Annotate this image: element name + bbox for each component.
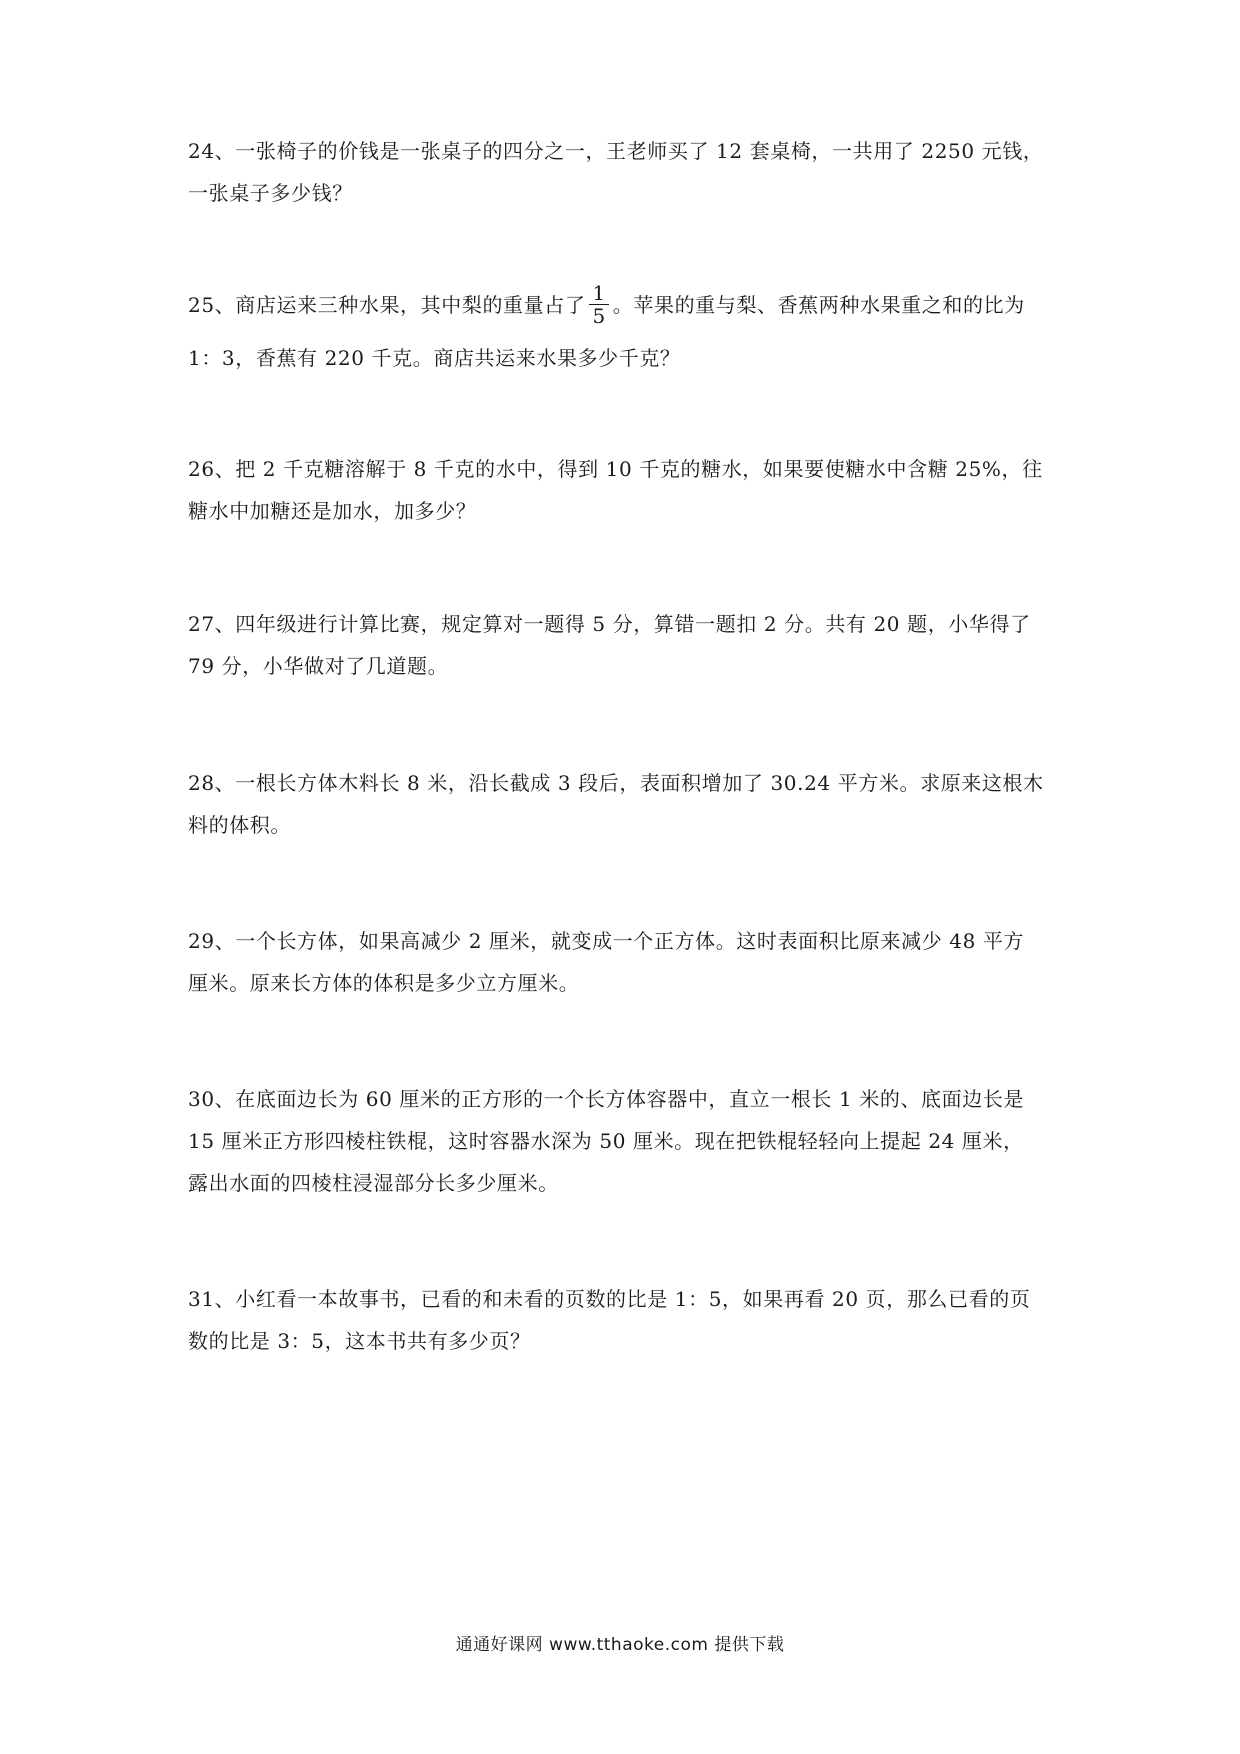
question-30-line-3: 露出水面的四棱柱浸湿部分长多少厘米。 [188, 1171, 559, 1195]
question-24-line-2: 一张桌子多少钱？ [188, 181, 353, 205]
question-28-line-1: 28、一根长方体木料长 8 米，沿长截成 3 段后，表面积增加了 30.24 平方米。求原来这根木 [188, 771, 1044, 795]
question-29-line-1: 29、一个长方体，如果高减少 2 厘米，就变成一个正方体。这时表面积比原来减少 48 平方 [188, 929, 1025, 953]
question-31-line-2: 数的比是 3：5，这本书共有多少页？ [188, 1329, 531, 1353]
question-24-line-1: 24、一张椅子的价钱是一张桌子的四分之一，王老师买了 12 套桌椅，一共用了 2250 元钱， [188, 139, 1044, 163]
question-30-line-2: 15 厘米正方形四棱柱铁棍，这时容器水深为 50 厘米。现在把铁棍轻轻向上提起 24 厘米， [188, 1129, 1024, 1153]
question-27 [188, 603, 1068, 687]
question-24 [188, 130, 1068, 214]
fraction-one-fifth [589, 282, 608, 327]
question-26 [188, 448, 1068, 532]
question-27-line-2: 79 分，小华做对了几道题。 [188, 654, 449, 678]
question-25-text-after-fraction: 。苹果的重与梨、香蕉两种水果重之和的比为 [612, 293, 1025, 317]
question-29 [188, 920, 1068, 1004]
question-26-line-2: 糖水中加糖还是加水，加多少？ [188, 499, 477, 523]
question-25-text-before-fraction: 25、商店运来三种水果，其中梨的重量占了 [188, 293, 586, 317]
fraction-denominator: 5 [592, 304, 606, 328]
question-31-line-1: 31、小红看一本故事书，已看的和未看的页数的比是 1：5，如果再看 20 页，那么已看的页 [188, 1287, 1031, 1311]
fraction-numerator: 1 [589, 282, 608, 305]
question-29-line-2: 厘米。原来长方体的体积是多少立方厘米。 [188, 971, 580, 995]
question-25-line-2: 1：3，香蕉有 220 千克。商店共运来水果多少千克？ [188, 346, 681, 370]
question-26-line-1: 26、把 2 千克糖溶解于 8 千克的水中，得到 10 千克的糖水，如果要使糖水中含糖 25%，往 [188, 457, 1043, 481]
question-31 [188, 1278, 1068, 1362]
question-30-line-1: 30、在底面边长为 60 厘米的正方形的一个长方体容器中，直立一根长 1 米的、底面边长是 [188, 1087, 1025, 1111]
question-28-line-2: 料的体积。 [188, 813, 291, 837]
question-30 [188, 1078, 1068, 1204]
question-27-line-1: 27、四年级进行计算比赛，规定算对一题得 5 分，算错一题扣 2 分。共有 20 题，小华得了 [188, 612, 1031, 636]
question-25 [188, 281, 1068, 379]
page-footer: 通通好课网 www.tthaoke.com 提供下载 [455, 1635, 785, 1655]
question-28 [188, 762, 1068, 846]
question-25-line-1 [188, 281, 1068, 329]
